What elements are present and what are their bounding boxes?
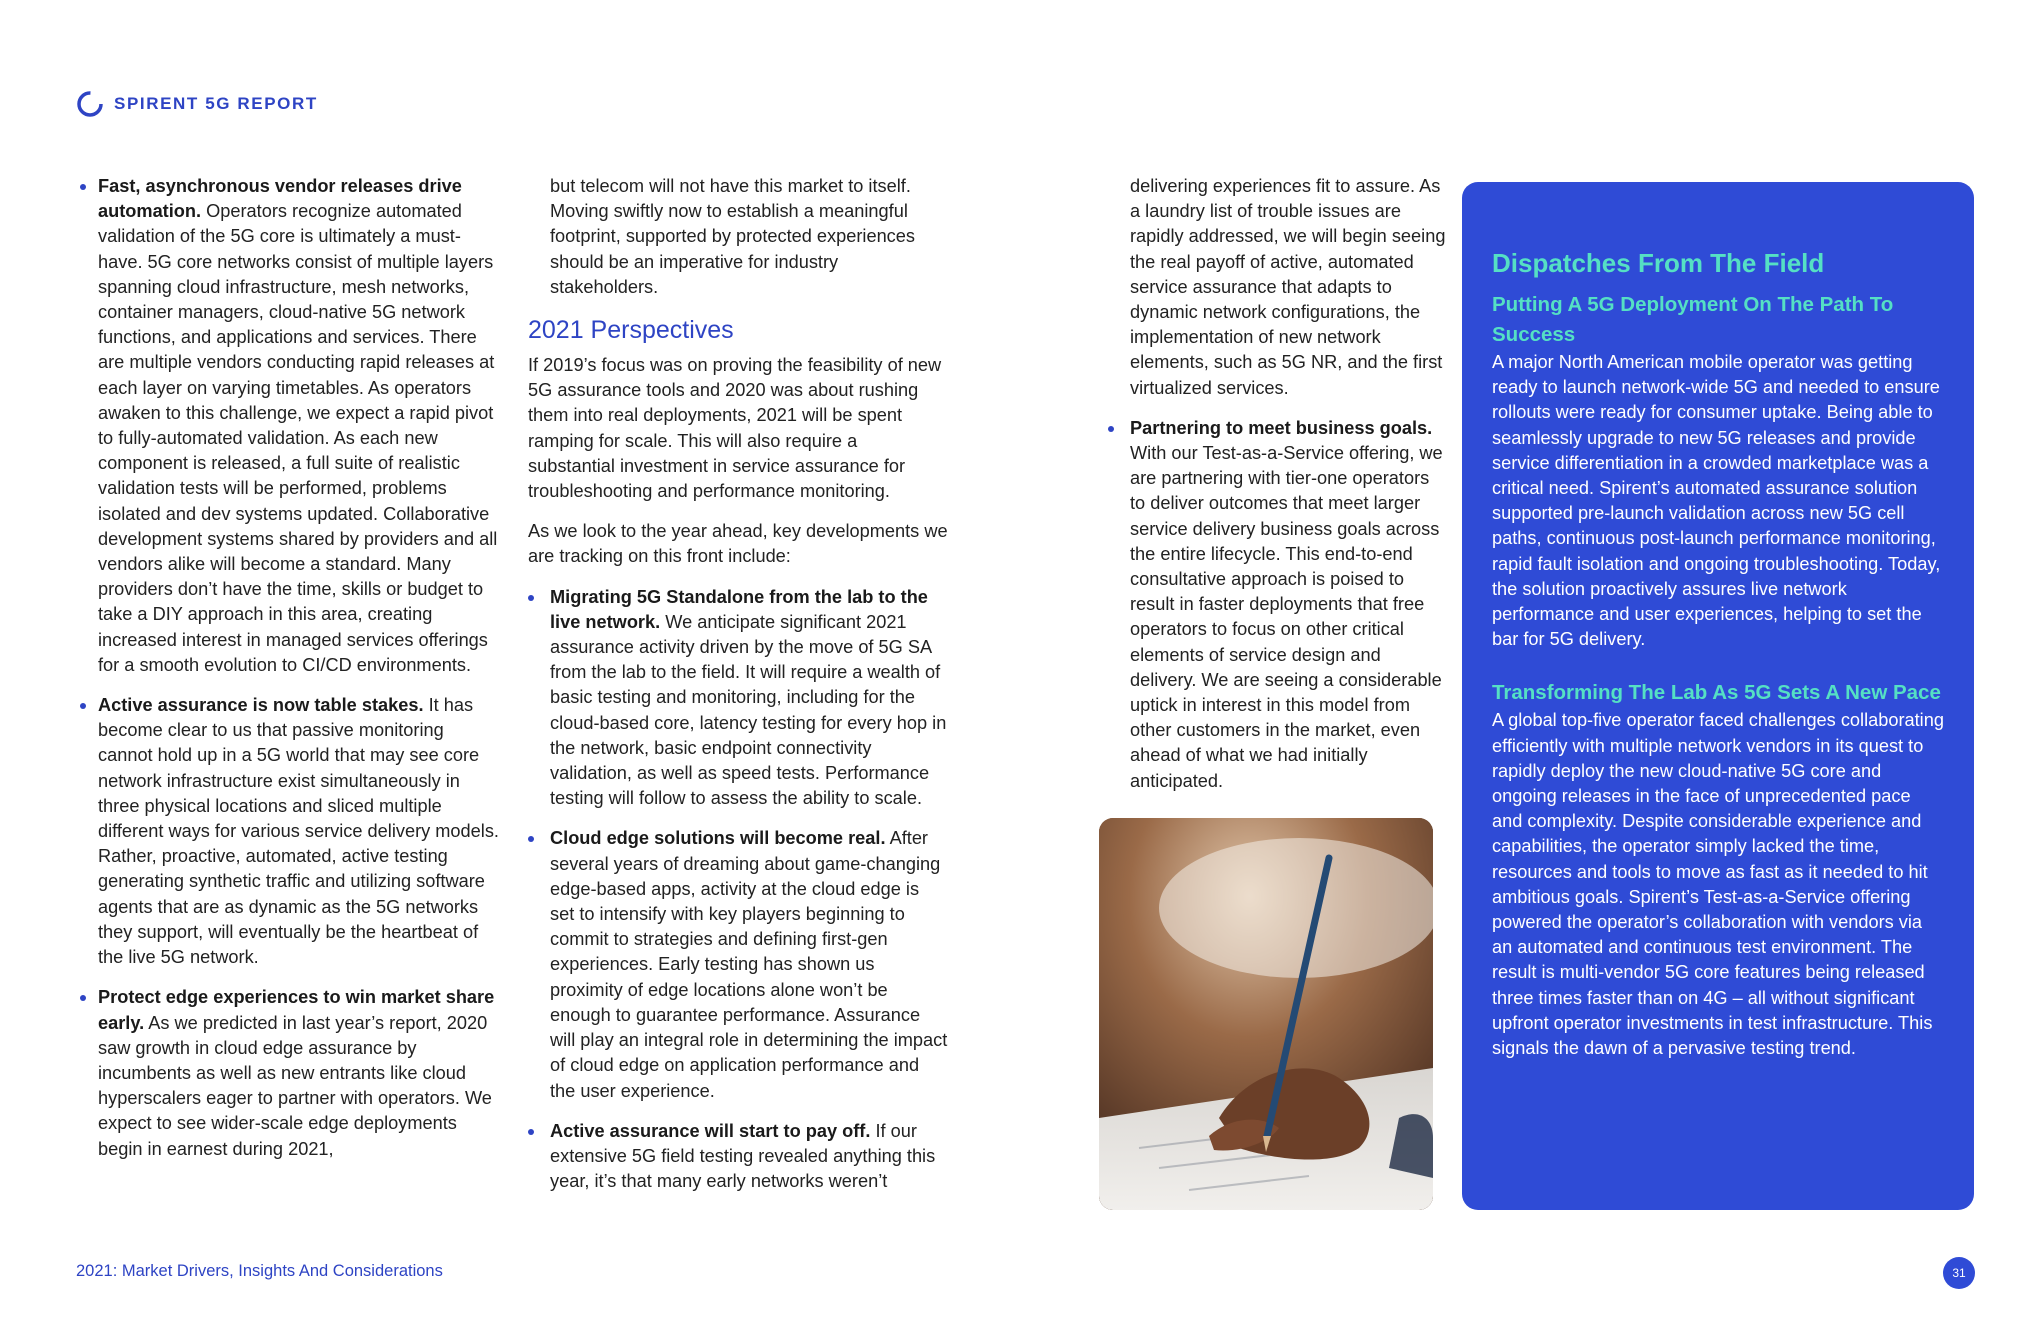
continued-paragraph: but telecom will not have this market to itself. Moving swiftly now to establish a meaningful footprint, supported by protected experiences should be an imperative for industry stakeholders. <box>550 176 915 297</box>
section-heading: 2021 Perspectives <box>528 316 734 345</box>
bullet-text: Operators recognize automated validation of the 5G core is ultimately a must-have. 5G core networks consist of multiple layers spanning cloud infrastructure, mesh networks, container managers, cloud-native 5G network functions, and applications and services. There are multiple vendors conducting rapid releases at each layer on varying timetables. As operators awaken to this challenge, we expect a rapid pivot to fully-automated validation. As each new component is released, a full suite of realistic validation tests will be performed, problems isolated and dev systems updated. Collaborative development systems shared by providers and all vendors alike will become a standard. Many providers don’t have the time, skills or budget to take a DIY approach in this area, creating increased interest in managed services offerings for a smooth evolution to CI/CD environments. <box>98 201 498 675</box>
column-3 <box>1108 174 1448 809</box>
bullet-item <box>528 585 948 812</box>
bullet-item <box>80 174 500 678</box>
case-study-heading: Putting A 5G Deployment On The Path To Success <box>1492 293 1894 346</box>
spirent-logo-icon <box>76 90 104 118</box>
footer-title: 2021: Market Drivers, Insights And Considerations <box>76 1262 443 1280</box>
bullet-text: It has become clear to us that passive monitoring cannot hold up in a 5G world that may see core network infrastructure exist simultaneously in three physical locations and sliced multiple different ways for various service delivery models. Rather, proactive, automated, active testing generating synthetic traffic and utilizing software agents that are as dynamic as the 5G networks they support, will eventually be the heartbeat of the live 5G network. <box>98 695 499 968</box>
bullet-heading: Migrating 5G Standalone from the lab to the live network. <box>550 586 928 632</box>
continued-paragraph: delivering experiences fit to assure. As a laundry list of trouble issues are rapidly addressed, we will begin seeing the real payoff of active, automated service assurance that adapts to dynamic network configurations, the implementation of new network elements, such as 5G NR, and the first virtualized services. <box>1130 176 1446 398</box>
bullet-heading: Cloud edge solutions will become real. <box>550 828 886 849</box>
column-1 <box>80 174 500 1177</box>
bullet-heading: Fast, asynchronous vendor releases drive automation. <box>98 176 462 222</box>
brand-title: SPIRENT 5G REPORT <box>114 94 318 113</box>
photo-illustration <box>1099 818 1433 1210</box>
bullet-text: If our extensive 5G field testing revealed anything this year, it’s that many early networks weren’t <box>550 1120 936 1192</box>
bullet-item <box>80 693 500 970</box>
bullet-item <box>528 826 948 1103</box>
bullet-text: As we predicted in last year’s report, 2020 saw growth in cloud edge assurance by incumbents as well as new entrants like cloud hyperscalers eager to partner with operators. We expect to see wider-scale edge deployments begin in earnest during 2021, <box>98 1012 492 1159</box>
bullet-heading: Active assurance will start to pay off. <box>550 1120 871 1141</box>
photo-hand-writing <box>1099 818 1433 1210</box>
bullet-heading: Partnering to meet business goals. <box>1130 417 1433 438</box>
case-study-body: A global top-five operator faced challenges collaborating efficiently with multiple network vendors in its quest to rapidly deploy the new cloud-native 5G core and ongoing releases in the face of unprecedented pace and complexity. Despite considerable experience and capabilities, the operator simply lacked the time, resources and tools to move as fast as it needed to hit ambitious goals. Spirent’s Test-as-a-Service offering powered the operator’s collaboration with vendors via an automated and continuous test environment. The result is multi-vendor 5G core features being released three times faster than on 4G – all without significant upfront operator investments in test infrastructure. This signals the dawn of a pervasive testing trend. <box>1492 710 1944 1059</box>
page-header <box>76 90 318 118</box>
bullet-text: After several years of dreaming about game-changing edge-based apps, activity at the cloud edge is set to intensify with key players beginning to commit to strategies and defining first-gen experiences. Early testing has shown us proximity of edge locations alone won’t be enough to guarantee performance. Assurance will play an integral role in determining the impact of cloud edge on application performance and the user experience. <box>550 828 948 1101</box>
bullet-item <box>1108 416 1448 794</box>
paragraph: If 2019’s focus was on proving the feasibility of new 5G assurance tools and 2020 was about rushing them into real deployments, 2021 will be spent ramping for scale. This will also require a substantial investment in service assurance for troubleshooting and performance monitoring. <box>528 355 942 502</box>
case-study-body: A major North American mobile operator was getting ready to launch network-wide 5G and needed to ensure rollouts were ready for consumer uptake. Being able to seamlessly upgrade to new 5G releases and provide service differentiation in a crowded marketplace was a critical need. Spirent’s automated assurance solution supported pre-launch validation across new 5G cell paths, continuous post-launch performance monitoring, rapid fault isolation and ongoing troubleshooting. Today, the solution proactively assures live network performance and user experiences, helping to set the bar for 5G delivery. <box>1492 352 1941 650</box>
bullet-item <box>80 985 500 1161</box>
bullet-heading: Active assurance is now table stakes. <box>98 695 424 716</box>
column-2 <box>528 174 948 1209</box>
dispatches-panel <box>1462 182 1974 1210</box>
bullet-text: With our Test-as-a-Service offering, we are partnering with tier-one operators to deliver outcomes that meet larger service delivery business goals across the entire lifecycle. This end-to-end consultative approach is poised to result in faster deployments that free operators to focus on other critical elements of service design and delivery. We are seeing a considerable uptick in interest in this model from other customers in the market, even ahead of what we had initially anticipated. <box>1130 443 1443 791</box>
panel-title: Dispatches From The Field <box>1492 248 1825 278</box>
bullet-item <box>528 1119 948 1195</box>
paragraph: As we look to the year ahead, key developments we are tracking on this front include: <box>528 521 948 567</box>
case-study-heading: Transforming The Lab As 5G Sets A New Pace <box>1492 681 1941 705</box>
page-number: 31 <box>1943 1257 1975 1289</box>
bullet-text: We anticipate significant 2021 assurance activity driven by the move of 5G SA from the lab to the field. It will require a wealth of basic testing and monitoring, including for the cloud-based core, latency testing for every hop in the network, basic endpoint connectivity validation, as well as speed tests. Performance testing will follow to assess the ability to scale. <box>550 611 947 809</box>
bullet-heading: Protect edge experiences to win market share early. <box>98 987 495 1033</box>
